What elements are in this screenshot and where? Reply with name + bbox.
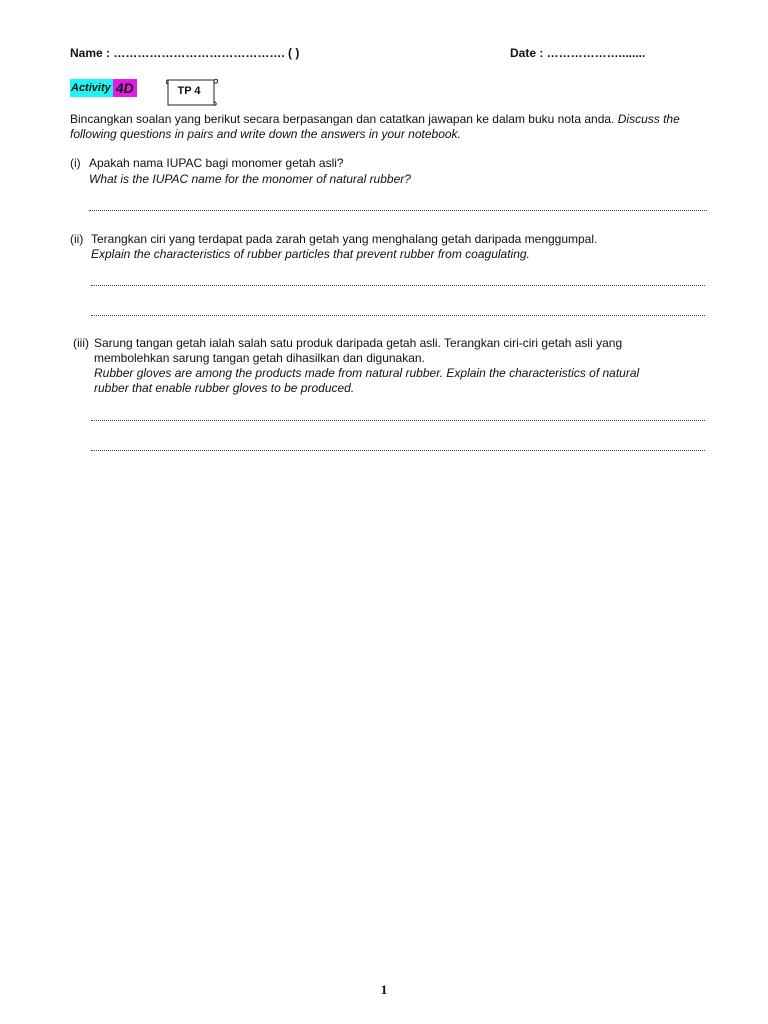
answer-line[interactable] [91,315,705,316]
page-number: 1 [380,982,388,997]
instructions-english: Discuss the following questions in pairs and write down the answers in your notebook. [70,112,680,141]
activity-word: Activity [70,79,113,97]
name-field-label: Name : ……………………………………. ( ) [70,46,300,60]
answer-line[interactable] [91,450,705,451]
question-2-english: Explain the characteristics of rubber particles that prevent rubber from coagulating. [91,247,530,261]
answer-line[interactable] [89,210,707,211]
question-1-english: What is the IUPAC name for the monomer of natural rubber? [89,172,411,186]
activity-number: 4D [113,79,137,97]
question-3-number: (iii) [73,336,89,350]
question-3-malay-line1: Sarung tangan getah ialah salah satu produk daripada getah asli. Terangkan ciri-ciri getah asli yang [94,336,623,350]
question-3-malay-line2: membolehkan sarung tangan getah dihasilkan dan digunakan. [94,351,425,365]
date-field-label: Date : ………………........ [510,46,646,60]
answer-line[interactable] [91,285,705,286]
question-3-english-line1: Rubber gloves are among the products made from natural rubber. Explain the characteristics of natural [94,366,640,380]
question-1-malay: Apakah nama IUPAC bagi monomer getah asli? [89,156,344,170]
tp-scroll-badge [165,76,217,106]
question-2-malay: Terangkan ciri yang terdapat pada zarah getah yang menghalang getah daripada menggumpal. [91,232,598,246]
question-3-english-line2: rubber that enable rubber gloves to be produced. [94,381,355,395]
instructions-malay: Bincangkan soalan yang berikut secara berpasangan dan catatkan jawapan ke dalam buku nota anda. [70,112,615,126]
activity-badge [70,79,143,97]
question-1-number: (i) [70,156,81,170]
answer-line[interactable] [91,420,705,421]
instructions [70,112,715,142]
tp-level-label: TP 4 [177,85,201,97]
question-2-number: (ii) [70,232,84,246]
